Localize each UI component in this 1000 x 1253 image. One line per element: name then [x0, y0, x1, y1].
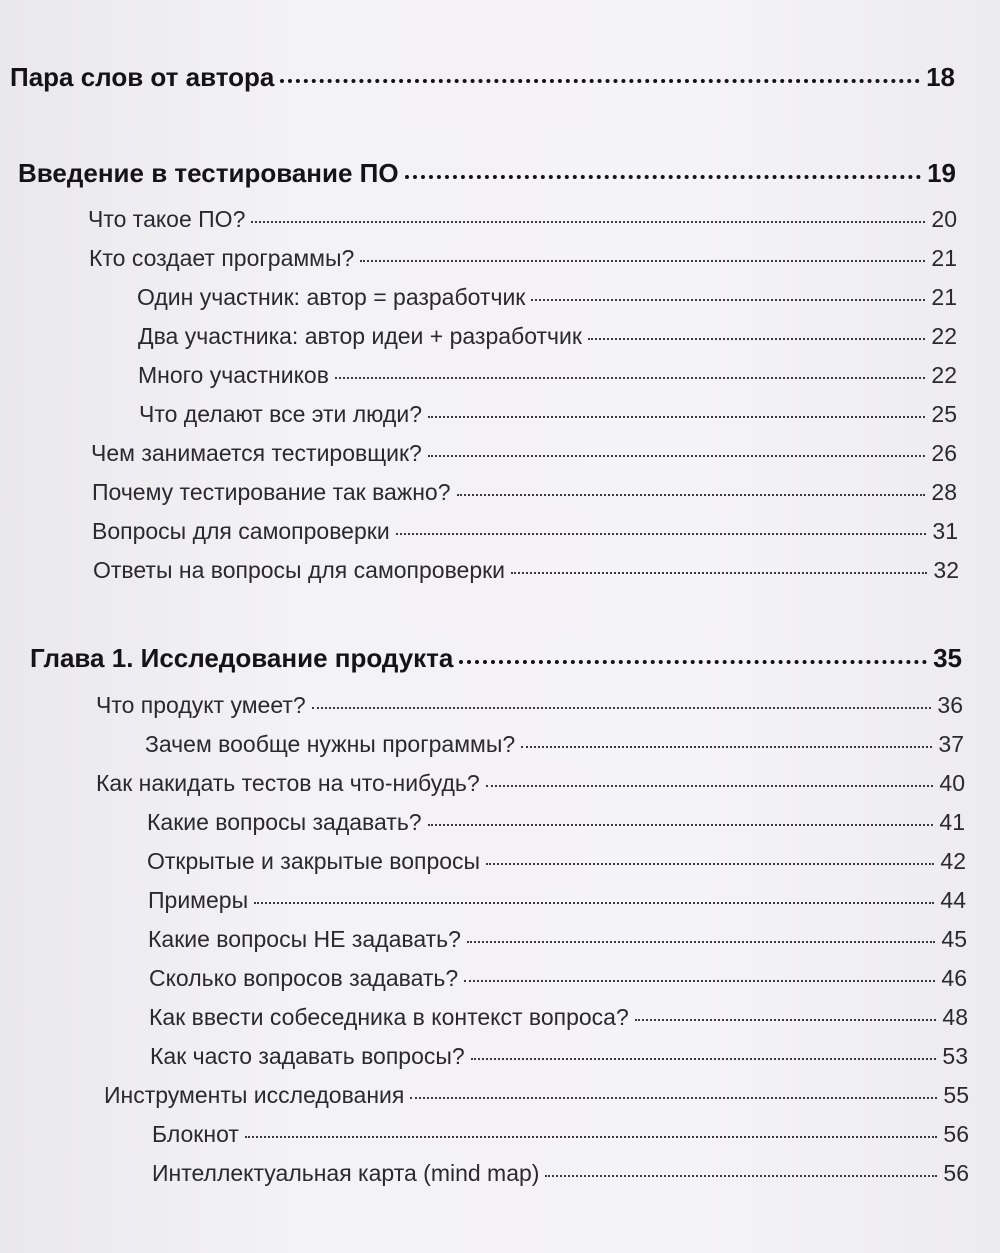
toc-entry-kakie-ne [148, 926, 967, 953]
toc-entry-instrumenty [104, 1082, 969, 1109]
toc-entry-otkrytye [147, 848, 966, 875]
dot-leader [280, 79, 920, 83]
toc-entry-title: Примеры [148, 887, 249, 913]
toc-entry-title: Какие вопросы НЕ задавать? [148, 926, 461, 952]
toc-entry-otvety [93, 557, 959, 584]
toc-entry-title: Как часто задавать вопросы? [150, 1043, 465, 1069]
toc-entry-title: Ответы на вопросы для самопроверки [93, 557, 506, 583]
toc-entry-page: 46 [941, 965, 967, 991]
toc-entry-page: 18 [926, 62, 955, 92]
dot-leader [251, 221, 925, 223]
toc-entry-title: Зачем вообще нужны программы? [145, 731, 516, 757]
toc-entry-page: 20 [931, 206, 957, 232]
dot-leader [428, 455, 926, 457]
dot-leader [635, 1019, 937, 1021]
toc-entry-chem-zanimaetsya [91, 440, 957, 467]
dot-leader [457, 494, 926, 496]
toc-entry-title: Инструменты исследования [104, 1082, 405, 1108]
toc-entry-title: Открытые и закрытые вопросы [147, 848, 481, 874]
toc-entry-odin-uchastnik [137, 284, 957, 311]
dot-leader [471, 1058, 937, 1060]
toc-entry-kakie-voprosy [147, 809, 965, 836]
dot-leader [410, 1097, 937, 1099]
toc-entry-title: Много участников [138, 362, 329, 388]
toc-entry-page: 56 [943, 1121, 969, 1147]
dot-leader [428, 824, 934, 826]
dot-leader [545, 1175, 937, 1177]
toc-entry-title: Интеллектуальная карта (mind map) [152, 1160, 540, 1186]
toc-entry-page: 21 [931, 284, 957, 310]
toc-entry-title: Как ввести собеседника в контекст вопроса? [149, 1004, 629, 1030]
dot-leader [486, 863, 934, 865]
toc-entry-page: 41 [939, 809, 965, 835]
toc-entry-page: 44 [940, 887, 966, 913]
dot-leader [521, 746, 932, 748]
toc-entry-page: 28 [931, 479, 957, 505]
toc-entry-primery [148, 887, 966, 914]
toc-entry-page: 22 [931, 362, 957, 388]
toc-entry-dva-uchastnika [138, 323, 957, 350]
toc-entry-page: 53 [942, 1043, 968, 1069]
toc-entry-page: 21 [931, 245, 957, 271]
dot-leader [428, 416, 925, 418]
toc-entry-kto-sozdaet [89, 245, 957, 272]
dot-leader [360, 260, 925, 262]
toc-entry-kak-chasto [150, 1043, 968, 1070]
dot-leader [459, 660, 927, 664]
toc-entry-title: Сколько вопросов задавать? [149, 965, 459, 991]
dot-leader [486, 785, 934, 787]
toc-entry-page: 31 [932, 518, 958, 544]
toc-entry-page: 19 [927, 158, 956, 188]
toc-entry-title: Введение в тестирование ПО [18, 158, 399, 188]
toc-entry-page: 25 [931, 401, 957, 427]
toc-entry-title: Блокнот [152, 1121, 239, 1147]
toc-entry-page: 45 [941, 926, 967, 952]
toc-entry-page: 26 [931, 440, 957, 466]
toc-entry-title: Вопросы для самопроверки [92, 518, 390, 544]
dot-leader [312, 707, 932, 709]
toc-entry-title: Как накидать тестов на что-нибудь? [96, 770, 480, 796]
dot-leader [588, 338, 925, 340]
toc-entry-mind-map [152, 1160, 969, 1187]
dot-leader [245, 1136, 938, 1138]
toc-entry-title: Глава 1. Исследование продукта [30, 643, 454, 673]
toc-entry-page: 40 [939, 770, 965, 796]
toc-entry-title: Что продукт умеет? [96, 692, 306, 718]
toc-entry-skolko [149, 965, 967, 992]
toc-entry-chto-delayut [139, 401, 957, 428]
toc-entry-vvedenie [18, 158, 956, 189]
toc-entry-pochemu-vazhno [92, 479, 957, 506]
dot-leader [405, 175, 921, 179]
toc-entry-title: Что делают все эти люди? [139, 401, 422, 427]
dot-leader [511, 572, 927, 574]
dot-leader [464, 980, 935, 982]
dot-leader [467, 941, 935, 943]
toc-entry-page: 37 [938, 731, 964, 757]
toc-entry-page: 42 [940, 848, 966, 874]
toc-entry-title: Почему тестирование так важно? [92, 479, 451, 505]
toc-entry-page: 55 [943, 1082, 969, 1108]
toc-entry-voprosy-samoproverki [92, 518, 958, 545]
toc-entry-chto-takoe [88, 206, 957, 233]
toc-entry-title: Что такое ПО? [88, 206, 246, 232]
dot-leader [254, 902, 934, 904]
toc-entry-title: Кто создает программы? [89, 245, 355, 271]
dot-leader [396, 533, 927, 535]
toc-entry-bloknot [152, 1121, 969, 1148]
toc-entry-chto-produkt [96, 692, 963, 719]
toc-entry-glava1 [30, 643, 962, 674]
toc-entry-page: 36 [937, 692, 963, 718]
toc-entry-title: Пара слов от автора [10, 62, 275, 92]
toc-entry-page: 22 [931, 323, 957, 349]
toc-entry-mnogo-uchastnikov [138, 362, 957, 389]
dot-leader [335, 377, 925, 379]
toc-entry-page: 56 [943, 1160, 969, 1186]
dot-leader [531, 299, 925, 301]
toc-entry-title: Два участника: автор идеи + разработчик [138, 323, 582, 349]
toc-entry-para-slov [10, 62, 955, 93]
toc-entry-title: Один участник: автор = разработчик [137, 284, 526, 310]
toc-entry-kak-nakidat [96, 770, 965, 797]
toc-entry-title: Какие вопросы задавать? [147, 809, 422, 835]
toc-entry-zachem-programmy [145, 731, 964, 758]
toc-entry-page: 35 [933, 643, 962, 673]
toc-entry-kak-vvesti [149, 1004, 968, 1031]
toc-entry-title: Чем занимается тестировщик? [91, 440, 422, 466]
toc-entry-page: 48 [942, 1004, 968, 1030]
toc-entry-page: 32 [933, 557, 959, 583]
